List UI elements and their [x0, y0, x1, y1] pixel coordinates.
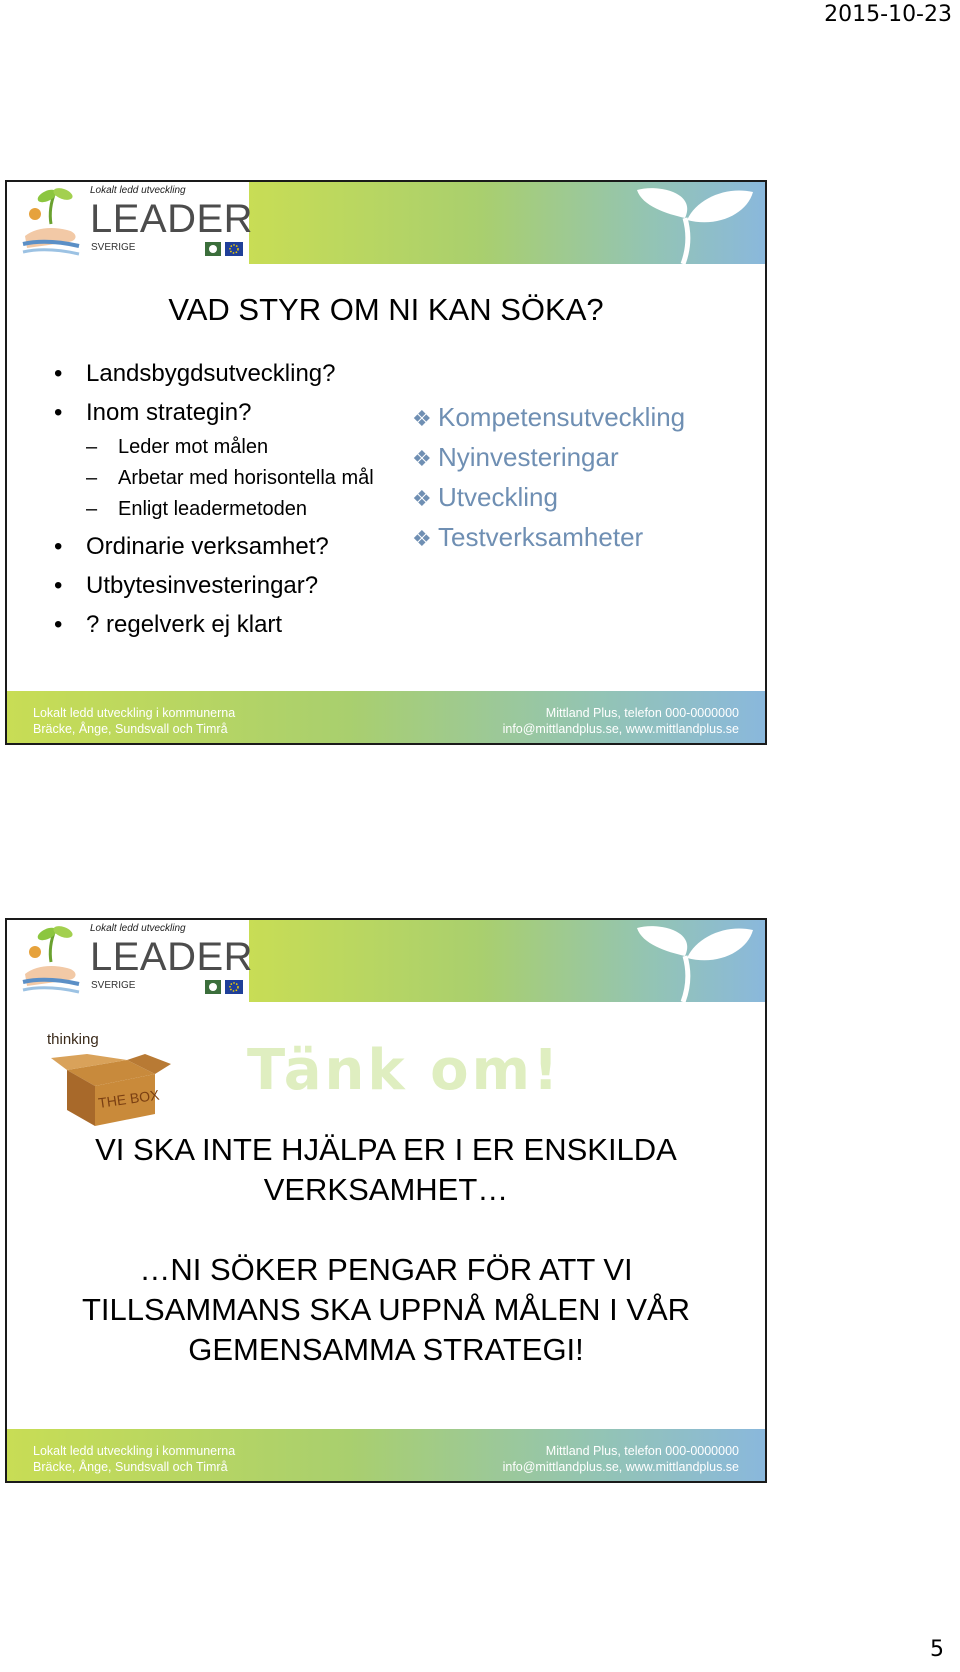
slide-header	[7, 920, 765, 1002]
bullet-text: Inom strategin?	[86, 399, 252, 426]
bullet-item: • ? regelverk ej klart	[54, 611, 283, 638]
option-list	[412, 398, 685, 558]
four-diamond-bullet-icon: ❖	[412, 526, 432, 551]
option-text: Utveckling	[438, 482, 558, 512]
statement-2-line-1: …NI SÖKER PENGAR FÖR ATT VI	[139, 1252, 633, 1287]
leader-logo	[17, 182, 254, 264]
sprout-leaf-icon	[597, 184, 757, 264]
option-item	[412, 518, 685, 558]
sub-bullet-item: – Leder mot målen	[86, 436, 269, 458]
four-diamond-bullet-icon: ❖	[412, 486, 432, 511]
sub-bullet-text: Enligt leadermetoden	[118, 498, 308, 520]
option-item	[412, 478, 685, 518]
sub-bullet-text: Arbetar med horisontella mål	[118, 467, 374, 489]
leader-logo	[17, 920, 254, 1002]
logo-country: SVERIGE	[91, 242, 136, 253]
hand-with-seedling-icon	[21, 184, 83, 256]
page-date: 2015-10-23	[824, 2, 952, 27]
slide-1	[5, 180, 767, 745]
logo-name: LEADER	[90, 935, 254, 979]
footer-right-line1: Mittland Plus, telefon 000-0000000	[545, 706, 739, 720]
bullet-text: ? regelverk ej klart	[86, 611, 283, 638]
slide-title: VAD STYR OM NI KAN SÖKA?	[168, 292, 604, 327]
slide-2	[5, 918, 767, 1483]
footer-left-line2: Bräcke, Ånge, Sundsvall och Timrå	[33, 1460, 228, 1474]
eu-flag-icon	[205, 240, 245, 258]
slide-footer	[7, 1429, 765, 1481]
sub-bullet-item: – Arbetar med horisontella mål	[86, 467, 374, 489]
sub-bullet-item: – Enligt leadermetoden	[86, 498, 308, 520]
bullet-item: • Ordinarie verksamhet?	[54, 533, 329, 560]
tank-om-heading: Tänk om!	[247, 1038, 562, 1103]
sub-bullet-text: Leder mot målen	[118, 436, 269, 458]
box-word: thinking	[47, 1031, 99, 1048]
footer-left	[33, 705, 235, 737]
bullet-text: Utbytesinvesteringar?	[86, 572, 319, 599]
footer-right	[503, 1443, 739, 1475]
logo-country: SVERIGE	[91, 980, 136, 991]
slide-footer	[7, 691, 765, 743]
bullet-text: Landsbygdsutveckling?	[86, 360, 336, 387]
bullet-item: • Inom strategin?	[54, 399, 252, 426]
slide-header	[7, 182, 765, 264]
box-label: THE BOX	[97, 1086, 161, 1111]
statement-1-line-2: VERKSAMHET…	[263, 1172, 509, 1207]
footer-left	[33, 1443, 235, 1475]
page-number: 5	[930, 1637, 944, 1662]
logo-name: LEADER	[90, 197, 254, 241]
eu-flag-icon	[205, 978, 245, 996]
sprout-leaf-icon	[597, 922, 757, 1002]
statement-block-1	[7, 1130, 765, 1210]
bullet-text: Ordinarie verksamhet?	[86, 533, 329, 560]
statement-1-line-1: VI SKA INTE HJÄLPA ER I ER ENSKILDA	[95, 1132, 677, 1167]
statement-block-2	[7, 1250, 765, 1370]
cardboard-box-icon	[37, 1020, 177, 1130]
option-text: Nyinvesteringar	[438, 442, 619, 472]
option-item	[412, 398, 685, 438]
footer-left-line2: Bräcke, Ånge, Sundsvall och Timrå	[33, 722, 228, 736]
hand-with-seedling-icon	[21, 922, 83, 994]
bullet-item: • Utbytesinvesteringar?	[54, 572, 319, 599]
footer-left-line1: Lokalt ledd utveckling i kommunerna	[33, 1444, 236, 1458]
four-diamond-bullet-icon: ❖	[412, 446, 432, 471]
logo-tagline: Lokalt ledd utveckling	[90, 185, 186, 196]
footer-right-line2: info@mittlandplus.se, www.mittlandplus.se	[502, 1460, 739, 1474]
bullet-item: • Landsbygdsutveckling?	[54, 360, 336, 387]
four-diamond-bullet-icon: ❖	[412, 406, 432, 431]
bullet-list	[54, 354, 384, 644]
logo-tagline: Lokalt ledd utveckling	[90, 923, 186, 934]
footer-right	[503, 705, 739, 737]
option-text: Testverksamheter	[438, 522, 644, 552]
statement-2-line-3: GEMENSAMMA STRATEGI!	[188, 1332, 584, 1367]
footer-right-line1: Mittland Plus, telefon 000-0000000	[545, 1444, 739, 1458]
statement-2-line-2: TILLSAMMANS SKA UPPNÅ MÅLEN I VÅR	[81, 1292, 691, 1327]
option-item	[412, 438, 685, 478]
option-text: Kompetensutveckling	[438, 402, 686, 432]
footer-left-line1: Lokalt ledd utveckling i kommunerna	[33, 706, 236, 720]
footer-right-line2: info@mittlandplus.se, www.mittlandplus.se	[502, 722, 739, 736]
